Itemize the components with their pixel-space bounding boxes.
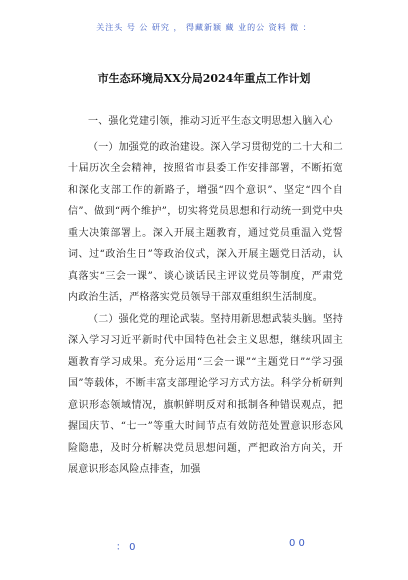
- footer-right-text: 0 0: [289, 538, 305, 549]
- top-banner: 关注头 号 公 研究 ， 得藏新颖 藏 业的公 资料 微 ：: [96, 23, 312, 32]
- paragraph-theory-armament: （二）强化党的理论武装。坚持用新思想武装头脑。坚持深入学习习近平新时代中国特色社会主义思想，继续巩固主题教育学习成果。充分运用“三会一课”“主题党日”“学习强国”等载体，不断丰富支部理论学习方式方法。科学分析研判意识形态领域情况，旗帜鲜明反对和抵制各种错误观点，把握国庆节、“七一”等重大时间节点有效防范处置意识形态风险隐患，及时分析解决党员思想问题，严把政治方向关，开展意识形态风险点排查，加强: [68, 313, 343, 475]
- document-body: [68, 111, 343, 481]
- page-title: 市生态环境局XX分局2024年重点工作计划: [97, 72, 311, 85]
- section-heading: 一、强化党建引领，推动习近平生态文明思想入脑入心: [88, 116, 333, 127]
- footer-left-text: ： 0: [116, 542, 136, 553]
- paragraph-political-building: （一）加强党的政治建设。深入学习贯彻党的二十大和二十届历次全会精神，按照省市县委工作安排部署，不断拓宽和深化支部工作的新路子，增强“四个意识”、坚定“四个自信”、做到“两个维护”，切实将党员思想和行动统一到党中央重大决策部署上。深入开展主题教育，通过党员重温入党誓词、过“政治生日”等政治仪式，深入开展主题党日活动，认真落实“三会一课”、谈心谈话民主评议党员等制度，严肃党内政治生活，严格落实党员领导干部双重组织生活制度。: [68, 141, 343, 303]
